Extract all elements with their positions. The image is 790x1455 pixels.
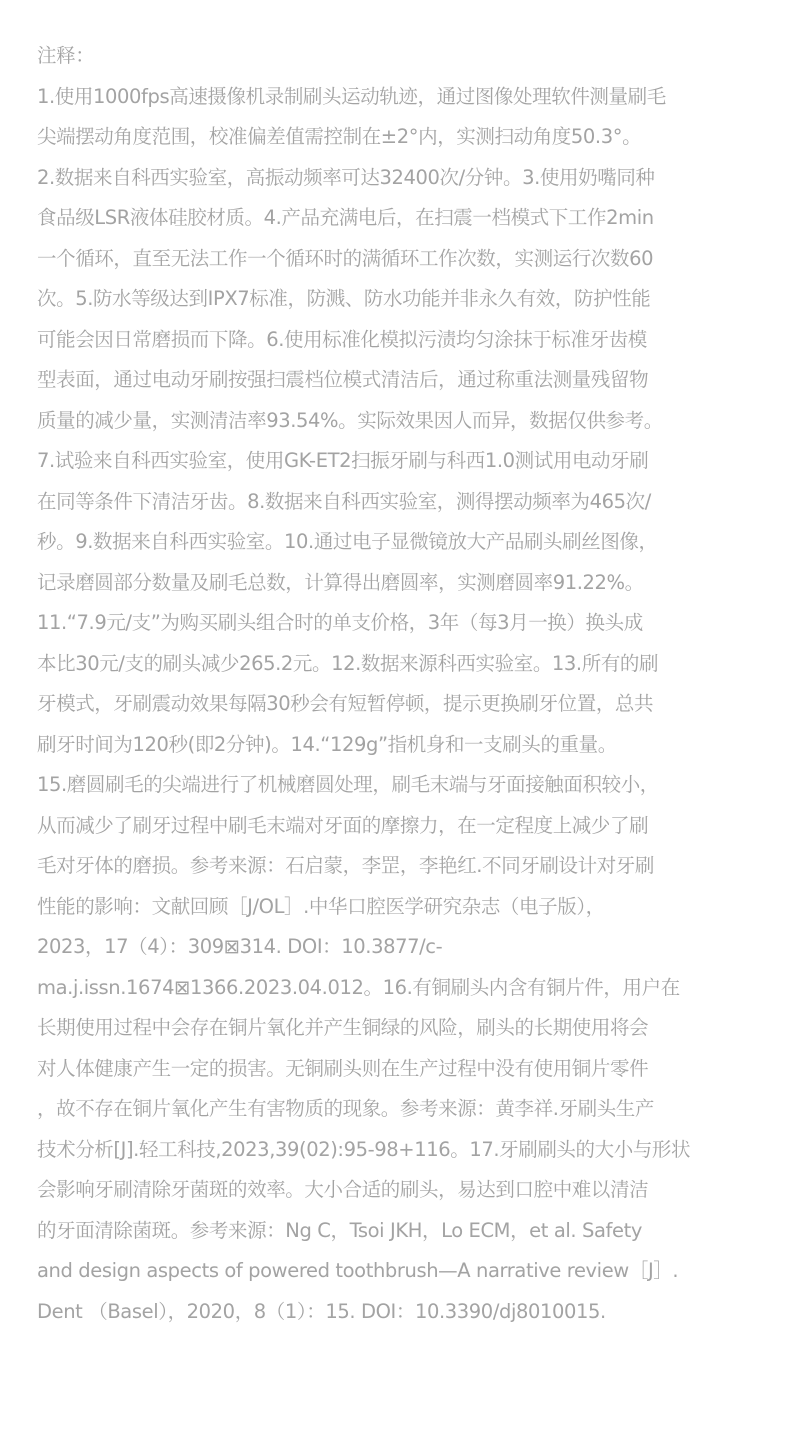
note-line: 食品级LSR液体硅胶材质。4.产品充满电后，在扫震一档模式下工作2min <box>37 206 654 229</box>
note-line: 型表面，通过电动牙刷按强扫震档位模式清洁后，通过称重法测量残留物 <box>37 368 649 391</box>
note-line: 在同等条件下清洁牙齿。8.数据来自科西实验室，测得摆动频率为465次/ <box>37 489 651 513</box>
note-line: 性能的影响：文献回顾［J/OL］.中华口腔医学研究杂志（电子版）， <box>37 894 605 918</box>
note-line: 7.试验来自科西实验室，使用GK-ET2扫振牙刷与科西1.0测试用电动牙刷 <box>37 449 649 472</box>
note-line: 尖端摆动角度范围，校准偏差值需控制在±2°内，实测扫动角度50.3°。 <box>37 125 642 148</box>
note-line: 对人体健康产生一定的损害。无铜刷头则在生产过程中没有使用铜片零件 <box>37 1056 649 1080</box>
note-line: 1.使用1000fps高速摄像机录制刷头运动轨迹，通过图像处理软件测量刷毛 <box>37 84 666 108</box>
note-line: 2.数据来自科西实验室，高振动频率可达32400次/分钟。3.使用奶嘴同种 <box>37 165 655 189</box>
note-line: 2023，17（4）：309⊠314. DOI：10.3877/c- <box>37 935 443 958</box>
note-line: 本比30元/支的刷头减少265.2元。12.数据来源科西实验室。13.所有的刷 <box>37 651 659 675</box>
note-line: 一个循环，直至无法工作一个循环时的满循环工作次数，实测运行次数60 <box>37 246 654 270</box>
note-line: ma.j.issn.1674⊠1366.2023.04.012。16.有铜刷头内含有铜片件，用户在 <box>37 975 680 999</box>
note-line: 牙模式，牙刷震动效果每隔30秒会有短暂停顿，提示更换刷牙位置，总共 <box>37 692 654 715</box>
note-line: 从而减少了刷牙过程中刷毛末端对牙面的摩擦力，在一定程度上减少了刷 <box>37 813 649 837</box>
note-line: 次。5.防水等级达到IPX7标准，防溅、防水功能并非永久有效，防护性能 <box>37 287 651 310</box>
note-line: 可能会因日常磨损而下降。6.使用标准化模拟污渍均匀涂抹于标准牙齿模 <box>37 327 647 351</box>
note-line: 15.磨圆刷毛的尖端进行了机械磨圆处理，刷毛末端与牙面接触面积较小， <box>37 773 659 796</box>
note-line: 刷牙时间为120秒(即2分钟)。14.“129g”指机身和一支刷头的重量。 <box>37 732 617 756</box>
note-line: 毛对牙体的磨损。参考来源：石启蒙，李罡，李艳红.不同牙刷设计对牙刷 <box>37 854 654 877</box>
note-line: Dent （Basel），2020，8（1）：15. DOI：10.3390/dj8010015. <box>37 1299 606 1323</box>
note-line: 长期使用过程中会存在铜片氧化并产生铜绿的风险，刷头的长期使用将会 <box>37 1016 649 1039</box>
notes-heading: 注释： <box>37 44 95 67</box>
note-line: 质量的减少量，实测清洁率93.54%。实际效果因人而异，数据仅供参考。 <box>37 408 663 432</box>
note-line: 记录磨圆部分数量及刷毛总数，计算得出磨圆率，实测磨圆率91.22%。 <box>37 570 644 594</box>
note-line: 技术分析[J].轻工科技,2023,39(02):95-98+116。17.牙刷刷头的大小与形状 <box>37 1137 691 1161</box>
note-line: ，故不存在铜片氧化产生有害物质的现象。参考来源：黄李祥.牙刷头生产 <box>37 1097 654 1120</box>
footnotes-block <box>37 36 757 1332</box>
note-line: 会影响牙刷清除牙菌斑的效率。大小合适的刷头，易达到口腔中难以清洁 <box>37 1178 649 1201</box>
note-line: 的牙面清除菌斑。参考来源：Ng C，Tsoi JKH，Lo ECM，et al. Safety <box>37 1218 642 1242</box>
note-line: 11.“7.9元/支”为购买刷头组合时的单支价格，3年（每3月一换）换头成 <box>37 611 643 634</box>
note-line: and design aspects of powered toothbrush—A narrative review［J］. <box>37 1259 679 1282</box>
note-line: 秒。9.数据来自科西实验室。10.通过电子显微镜放大产品刷头刷丝图像， <box>37 530 658 553</box>
